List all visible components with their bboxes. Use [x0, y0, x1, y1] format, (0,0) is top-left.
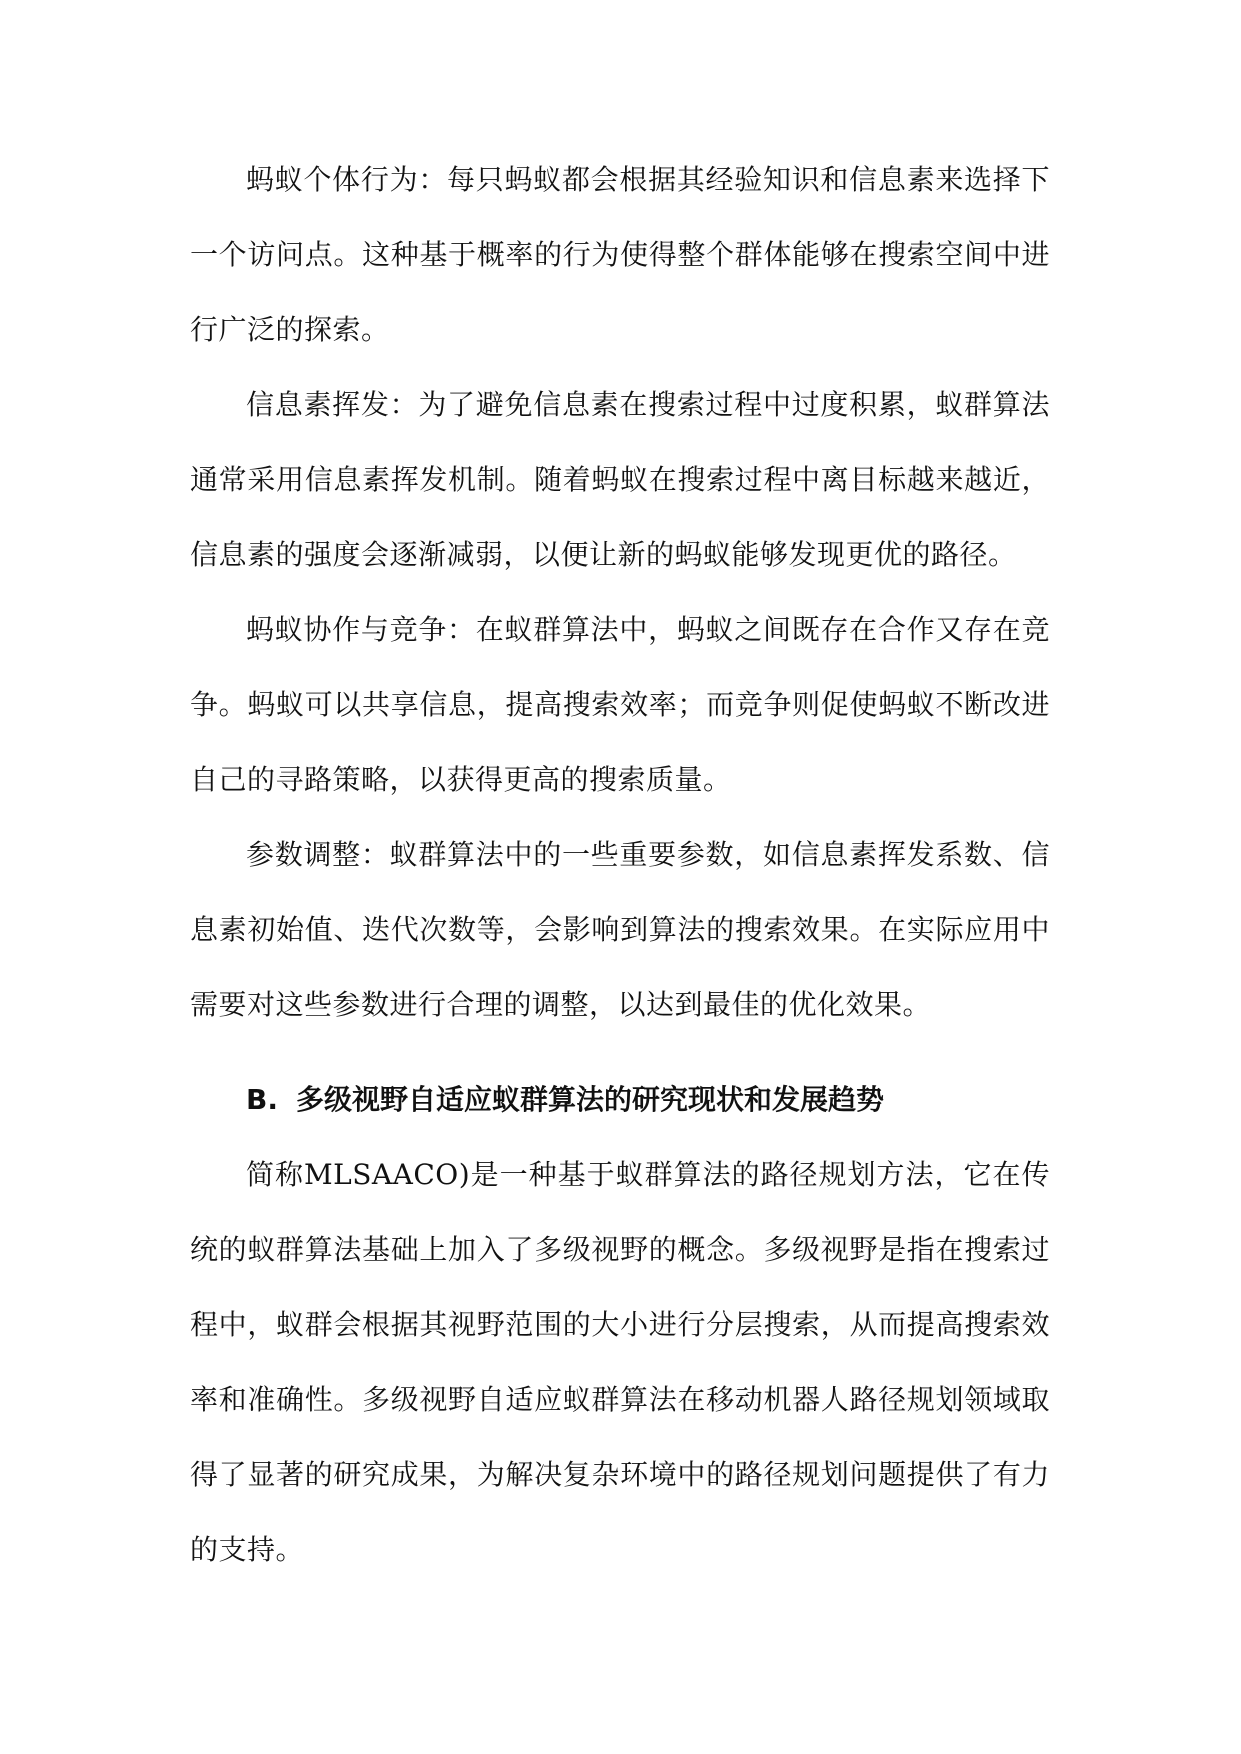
paragraph-cooperation-competition: 蚂蚁协作与竞争：在蚁群算法中，蚂蚁之间既存在合作又存在竞争。蚂蚁可以共享信息，提高搜索效率；而竞争则促使蚂蚁不断改进自己的寻路策略，以获得更高的搜索质量。 [190, 613, 1050, 796]
section-number: B. [246, 1083, 278, 1116]
section-title: 多级视野自适应蚁群算法的研究现状和发展趋势 [295, 1083, 884, 1116]
section-heading [190, 1062, 1050, 1137]
document-body [190, 142, 1050, 1587]
paragraph-mlsaaco-intro: 简称MLSAACO)是一种基于蚁群算法的路径规划方法，它在传统的蚁群算法基础上加入了多级视野的概念。多级视野是指在搜索过程中，蚁群会根据其视野范围的大小进行分层搜索，从而提高搜索效率和准确性。多级视野自适应蚁群算法在移动机器人路径规划领域取得了显著的研究成果，为解决复杂环境中的路径规划问题提供了有力的支持。 [190, 1158, 1050, 1566]
paragraph-pheromone-evaporation: 信息素挥发：为了避免信息素在搜索过程中过度积累，蚁群算法通常采用信息素挥发机制。随着蚂蚁在搜索过程中离目标越来越近，信息素的强度会逐渐减弱，以便让新的蚂蚁能够发现更优的路径。 [190, 388, 1050, 571]
paragraph-parameter-tuning: 参数调整：蚁群算法中的一些重要参数，如信息素挥发系数、信息素初始值、迭代次数等，会影响到算法的搜索效果。在实际应用中需要对这些参数进行合理的调整，以达到最佳的优化效果。 [190, 838, 1050, 1021]
paragraph-ant-behavior: 蚂蚁个体行为：每只蚂蚁都会根据其经验知识和信息素来选择下一个访问点。这种基于概率的行为使得整个群体能够在搜索空间中进行广泛的探索。 [190, 163, 1050, 346]
